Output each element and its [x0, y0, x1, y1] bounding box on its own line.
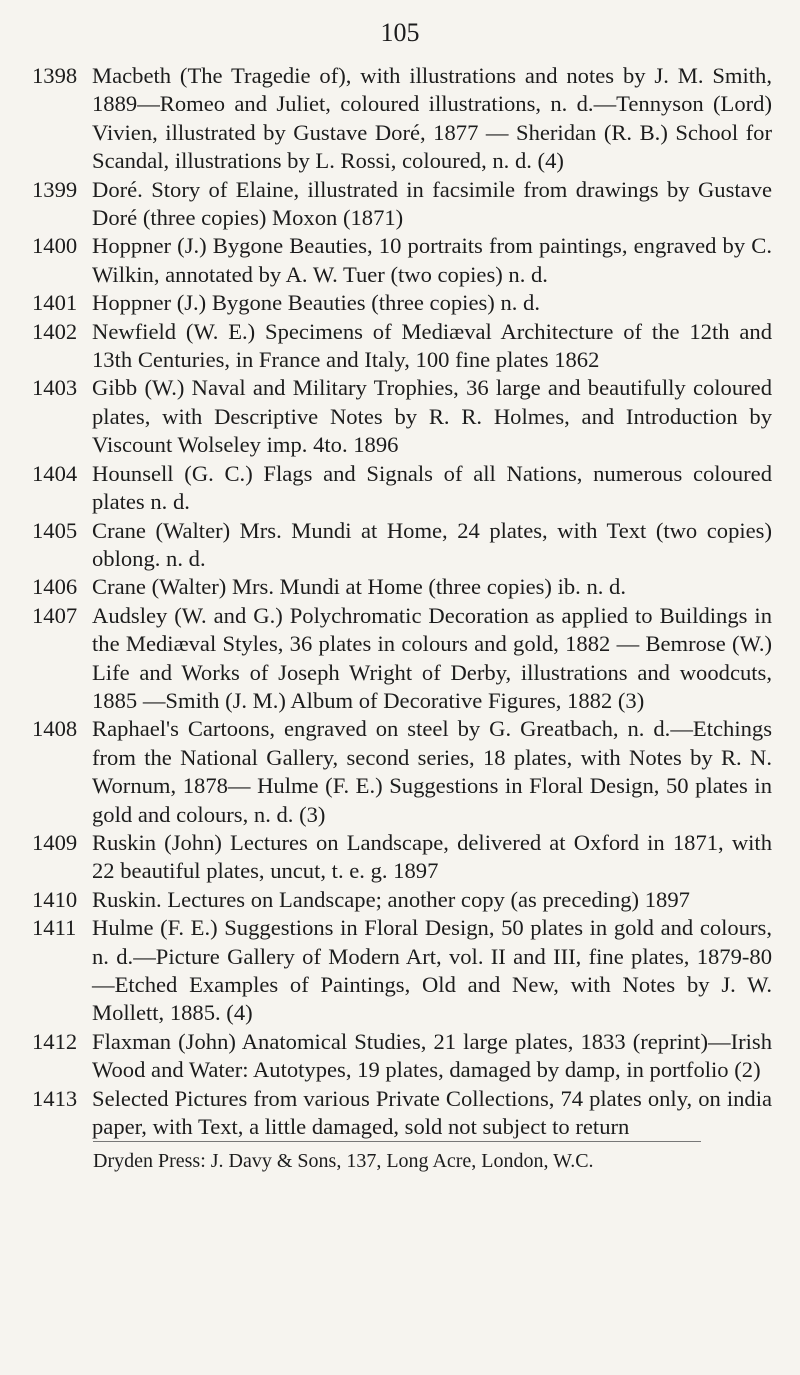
lot-entry [32, 318, 772, 375]
lot-description: Ruskin. Lectures on Landscape; another copy (as preceding) 1897 [92, 886, 690, 912]
lot-description: Hoppner (J.) Bygone Beauties, 10 portraits from paintings, engraved by C. Wilkin, annotated by A. W. Tuer (two copies) n. d. [92, 233, 772, 287]
lot-description: Crane (Walter) Mrs. Mundi at Home (three copies) ib. n. d. [92, 574, 626, 600]
lot-number: 1402 [32, 318, 78, 344]
lot-entry [32, 517, 772, 574]
lot-description: Hulme (F. E.) Suggestions in Floral Design, 50 plates in gold and colours, n. d.—Picture Gallery of Modern Art, vol. II and III, fine plates, 1879-80—Etched Examples of Paintings, Old and New, with Notes by J. W. Mollett, 1885. (4) [92, 915, 772, 1026]
lot-entry [32, 573, 772, 601]
lot-entry [32, 62, 772, 176]
lot-description: Macbeth (The Tragedie of), with illustrations and notes by J. M. Smith, 1889—Romeo and Juliet, coloured illustrations, n. d.—Tennyson (Lord) Vivien, illustrated by Gustave Doré, 1877 — Sheridan (R. B.) School for Scandal, illustrations by L. Rossi, coloured, n. d. (4) [92, 63, 772, 174]
lot-number: 1412 [32, 1028, 78, 1054]
lot-entry [32, 460, 772, 517]
lot-number: 1404 [32, 460, 78, 486]
printer-imprint: Dryden Press: J. Davy & Sons, 137, Long Acre, London, W.C. [93, 1150, 594, 1172]
lot-number: 1398 [32, 63, 78, 88]
lot-entry [32, 914, 772, 1028]
lot-number: 1410 [32, 886, 78, 912]
lot-description: Raphael's Cartoons, engraved on steel by G. Greatbach, n. d.—Etchings from the National Gallery, second series, 18 plates, with Notes by R. N. Wornum, 1878— Hulme (F. E.) Suggestions in Floral Design, 50 plates in gold and colours, n. d. (3) [92, 716, 772, 827]
lot-number: 1401 [32, 290, 78, 316]
lot-entry [32, 374, 772, 459]
lot-entry [32, 1085, 772, 1142]
lot-number: 1403 [32, 375, 78, 401]
page-number: 105 [380, 18, 420, 47]
lot-description: Doré. Story of Elaine, illustrated in facsimile from drawings by Gustave Doré (three copies) Moxon (1871) [92, 176, 772, 231]
lot-entry [32, 715, 772, 829]
lot-description: Newfield (W. E.) Specimens of Mediæval Architecture of the 12th and 13th Centuries, in France and Italy, 100 fine plates 1862 [92, 318, 772, 373]
lot-description: Selected Pictures from various Private Collections, 74 plates only, on india paper, with Text, a little damaged, sold not subject to return [92, 1085, 772, 1140]
lot-number: 1407 [32, 602, 78, 628]
lot-list [32, 62, 772, 1141]
lot-description: Audsley (W. and G.) Polychromatic Decoration as applied to Buildings in the Mediæval Styles, 36 plates in colours and gold, 1882 — Bemrose (W.) Life and Works of Joseph Wright of Derby, illustrations and woodcuts, 1885 —Smith (J. M.) Album of Decorative Figures, 1882 (3) [92, 602, 772, 713]
lot-description: Gibb (W.) Naval and Military Trophies, 36 large and beautifully coloured plates, with Descriptive Notes by R. R. Holmes, and Introduction by Viscount Wolseley imp. 4to. 1896 [92, 375, 772, 458]
lot-description: Hounsell (G. C.) Flags and Signals of all Nations, numerous coloured plates n. d. [92, 460, 772, 515]
lot-number: 1411 [32, 915, 77, 941]
lot-entry [32, 1028, 772, 1085]
lot-number: 1406 [32, 574, 78, 600]
lot-number: 1413 [32, 1085, 78, 1111]
lot-entry [32, 232, 772, 289]
lot-entry [32, 829, 772, 886]
lot-number: 1400 [32, 233, 78, 259]
lot-number: 1399 [32, 176, 78, 202]
lot-description: Flaxman (John) Anatomical Studies, 21 large plates, 1833 (reprint)—Irish Wood and Water: Autotypes, 19 plates, damaged by damp, in portfolio (2) [92, 1028, 772, 1083]
lot-entry [32, 886, 772, 914]
lot-entry [32, 602, 772, 716]
lot-entry [32, 176, 772, 233]
lot-description: Hoppner (J.) Bygone Beauties (three copies) n. d. [92, 290, 540, 316]
lot-number: 1408 [32, 716, 78, 742]
lot-entry [32, 289, 772, 317]
lot-description: Ruskin (John) Lectures on Landscape, delivered at Oxford in 1871, with 22 beautiful plates, uncut, t. e. g. 1897 [92, 829, 772, 884]
lot-description: Crane (Walter) Mrs. Mundi at Home, 24 plates, with Text (two copies) oblong. n. d. [92, 517, 772, 571]
footer-rule [93, 1141, 701, 1142]
lot-number: 1405 [32, 517, 78, 543]
lot-number: 1409 [32, 829, 78, 855]
